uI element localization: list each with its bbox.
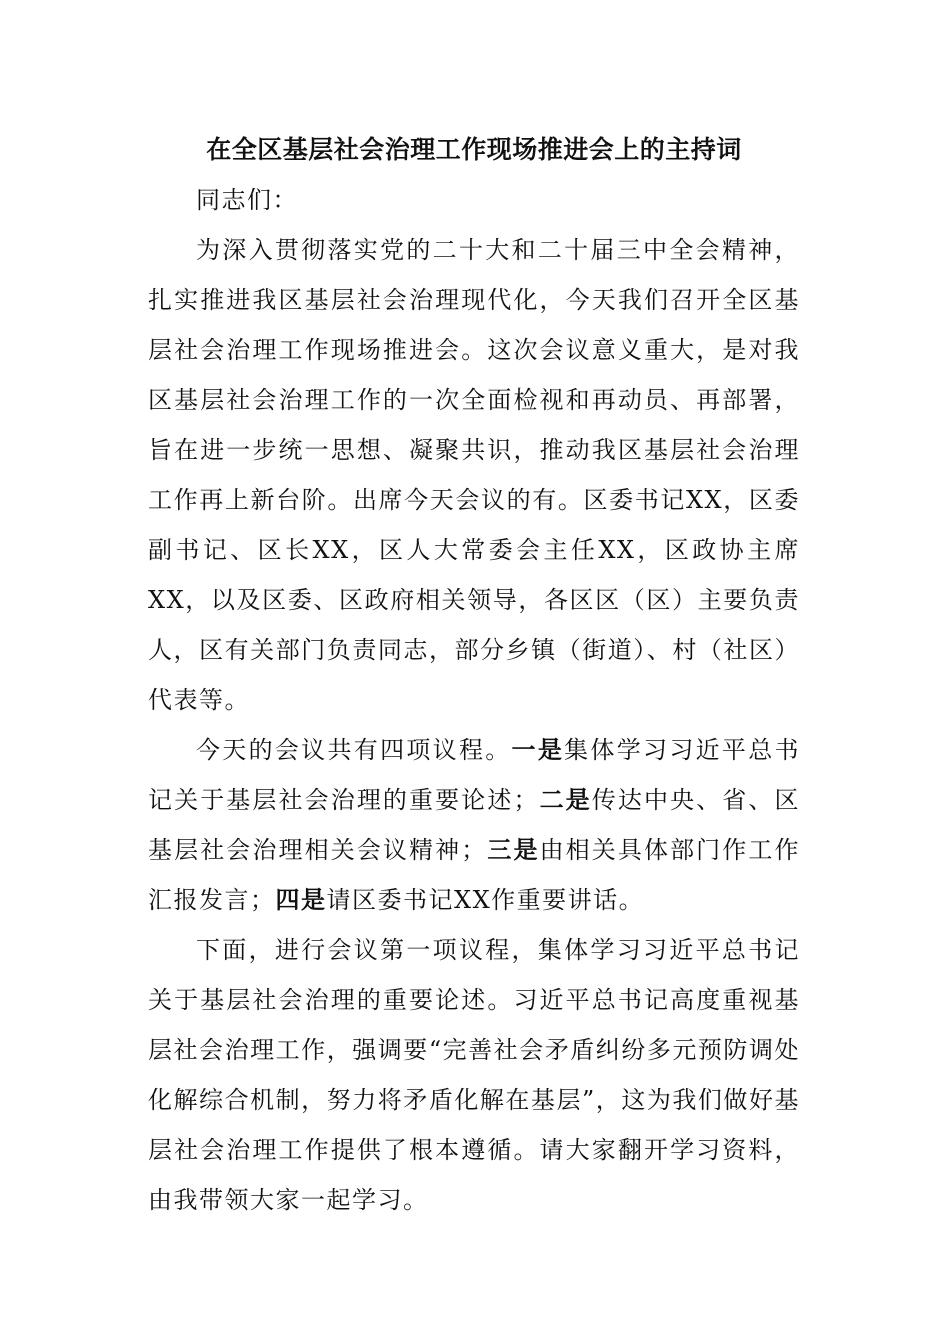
agenda-item-2-text: 传达中央、省、区基层社会治理相关会议精神；	[148, 786, 801, 864]
paragraph-agenda	[148, 725, 800, 925]
document-title: 在全区基层社会治理工作现场推进会上的主持词	[206, 135, 742, 164]
agenda-intro: 今天的会议共有四项议程。	[196, 736, 512, 764]
agenda-item-1-label: 一是	[511, 735, 565, 764]
agenda-item-2-label: 二是	[538, 785, 592, 814]
agenda-item-4-label: 四是	[275, 885, 327, 914]
paragraph-opening: 为深入贯彻落实党的二十大和二十届三中全会精神，扎实推进我区基层社会治理现代化，今天我们召开全区基层社会治理工作现场推进会。这次会议意义重大，是对我区基层社会治理工作的一次全面检视和再动员、再部署，旨在进一步统一思想、凝聚共识，推动我区基层社会治理工作再上新台阶。出席今天会议的有。区委书记XX，区委副书记、区长XX，区人大常委会主任XX，区政协主席XX，以及区委、区政府相关领导，各区区（区）主要负责人，区有关部门负责同志，部分乡镇（街道）、村（社区）代表等。	[148, 236, 800, 714]
agenda-item-4-text: 请区委书记XX作重要讲话。	[326, 886, 645, 914]
greeting: 同志们：	[196, 186, 298, 214]
document-page	[148, 125, 800, 1225]
agenda-item-1-text: 集体学习习近平总书记关于基层社会治理的重要论述；	[148, 736, 801, 814]
paragraph-first-agenda: 下面，进行会议第一项议程，集体学习习近平总书记关于基层社会治理的重要论述。习近平总书记高度重视基层社会治理工作，强调要“完善社会矛盾纠纷多元预防调处化解综合机制，努力将矛盾化解在基层”，这为我们做好基层社会治理工作提供了根本遵循。请大家翻开学习资料，由我带领大家一起学习。	[148, 936, 800, 1214]
agenda-item-3-text: 由相关具体部门作工作汇报发言；	[148, 836, 800, 914]
agenda-item-3-label: 三是	[486, 835, 540, 864]
